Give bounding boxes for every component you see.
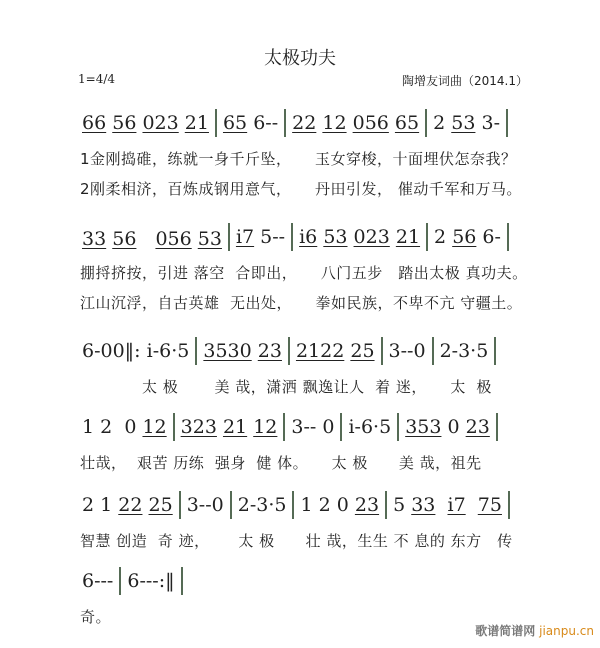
measure (76, 494, 179, 516)
song-title: 太极功夫 (264, 48, 336, 69)
watermark (475, 622, 594, 639)
note-group: 65 (394, 112, 420, 134)
note-group: 23 (465, 416, 490, 438)
notation-line (76, 222, 509, 252)
note-group: 21 (184, 112, 209, 134)
measure (197, 340, 288, 362)
lyrics-line: 智慧 创造 奇 迹， 太 极 壮 哉，生生 不 息的 东方 传 (80, 532, 513, 550)
note-group: 3-- (291, 416, 317, 438)
note-group: 12 (322, 112, 347, 134)
measure (383, 340, 432, 362)
lyrics-line: 江山沉浮，自古英雄 无出处， 拳如民族，不卑不亢 守疆土。 (80, 294, 523, 312)
bar-line (507, 223, 509, 251)
key-signature: 1=4/4 (78, 72, 116, 86)
note-group: 53 (323, 226, 348, 248)
note-group: 56 (112, 227, 137, 250)
lyrics-line: 2刚柔相济，百炼成钢用意气， 丹田引发， 催动千军和万马。 (80, 180, 522, 198)
note-group: 12 (253, 416, 278, 438)
measure (76, 112, 215, 134)
note-group: 0 (322, 416, 335, 438)
note-group (136, 228, 155, 250)
bar-line (508, 491, 510, 519)
note-group: 056 (352, 112, 389, 134)
measure (427, 112, 506, 134)
note-group: 5 (393, 494, 406, 516)
note-group: 6- (482, 226, 501, 248)
note-group: i-6·5 (348, 416, 392, 438)
note-group: i7 (235, 226, 255, 248)
measure (181, 494, 230, 516)
note-group: 3530 (203, 340, 252, 362)
note-group: 2 (433, 112, 446, 134)
note-group: 23 (354, 494, 380, 516)
measure (399, 416, 496, 438)
note-group: i-6·5 (146, 340, 190, 362)
note-group: 323 (180, 416, 217, 438)
note-group: 12 (142, 416, 167, 438)
note-group: 3- (481, 112, 500, 134)
measure (76, 340, 195, 362)
note-group: 65 (222, 112, 248, 134)
lyrics-line: 壮哉， 艰苦 历练 强身 健 体。 太 极 美 哉，祖先 (80, 454, 482, 472)
measure (76, 416, 173, 438)
measure (434, 340, 495, 362)
note-group: 53 (451, 112, 476, 134)
note-group: 6--- (82, 570, 114, 592)
measure (175, 416, 284, 438)
notation-line (76, 566, 183, 596)
measure (293, 226, 426, 248)
note-group: 1 (100, 494, 113, 516)
note-group: 056 (155, 227, 192, 250)
note-group: i6 (299, 226, 318, 248)
bar-line (494, 337, 496, 365)
note-group: 23 (257, 340, 282, 362)
measure (387, 494, 508, 516)
note-group: 56 (112, 112, 137, 134)
note-group: 2 (100, 416, 113, 438)
measure (428, 226, 507, 248)
note-group: 023 (142, 112, 179, 134)
note-group: 5-- (260, 226, 286, 248)
note-group: 21 (395, 226, 421, 248)
note-group: 33 (82, 227, 107, 250)
notation-line (76, 336, 496, 366)
note-group: i7 (447, 494, 466, 516)
note-group: 2 (434, 226, 447, 248)
note-group: 53 (197, 227, 222, 250)
lyrics-line: 1金刚捣碓，练就一身千斤坠， 玉女穿梭，十面埋伏怎奈我？ (80, 150, 517, 168)
measure (121, 570, 180, 592)
note-group: 2122 (295, 340, 345, 362)
note-group: 2-3·5 (439, 340, 489, 362)
measure (290, 340, 381, 362)
watermark-cn: 歌谱简谱网 (475, 624, 536, 638)
note-group: 33 (411, 494, 436, 516)
notation-line (76, 490, 510, 520)
measure (76, 570, 119, 592)
watermark-en: jianpu.cn (539, 624, 594, 638)
note-group: 3--0 (186, 494, 224, 516)
note-group: 66 (82, 112, 107, 134)
note-group: 22 (292, 112, 317, 134)
measure (285, 416, 340, 438)
note-group: 023 (353, 226, 390, 248)
note-group: 21 (222, 416, 248, 438)
note-group (435, 494, 447, 516)
note-group: 2 (82, 494, 95, 516)
note-group: 1 (300, 494, 313, 516)
notation-line (76, 108, 508, 138)
notation-line (76, 412, 498, 442)
bar-line (496, 413, 498, 441)
measure (230, 226, 291, 248)
note-group: 0 (447, 416, 460, 438)
note-group: 6-00‖: (82, 340, 141, 362)
note-group: 0 (336, 494, 349, 516)
note-group: 2-3·5 (237, 494, 287, 516)
measure (342, 416, 397, 438)
bar-line (506, 109, 508, 137)
note-group: 3--0 (388, 340, 426, 362)
lyrics-line: 太 极 美 哉，潇洒 飘逸让人 着 迷， 太 极 (80, 378, 492, 396)
measure (76, 224, 228, 251)
measure (286, 112, 425, 134)
lyrics-line: 掤捋挤按，引进 落空 合即出， 八门五步 踏出太极 真功夫。 (80, 264, 528, 282)
note-group: 0 (124, 416, 137, 438)
note-group: 1 (82, 416, 95, 438)
measure (217, 112, 284, 134)
note-group: 6-- (253, 112, 279, 134)
note-group: 25 (148, 494, 173, 516)
note-group: 75 (477, 494, 502, 516)
note-group: 353 (405, 416, 442, 438)
lyrics-line: 奇。 (80, 608, 112, 626)
bar-line (181, 567, 183, 595)
note-group (112, 416, 124, 438)
note-group: 6---:‖ (127, 570, 175, 592)
note-group: 2 (318, 494, 331, 516)
measure (294, 494, 385, 516)
note-group (466, 494, 478, 516)
composer-credit: 陶增友词曲（2014.1） (402, 74, 528, 88)
measure (232, 494, 293, 516)
note-group: 25 (350, 340, 375, 362)
note-group: 56 (452, 226, 477, 248)
note-group: 22 (118, 494, 143, 516)
